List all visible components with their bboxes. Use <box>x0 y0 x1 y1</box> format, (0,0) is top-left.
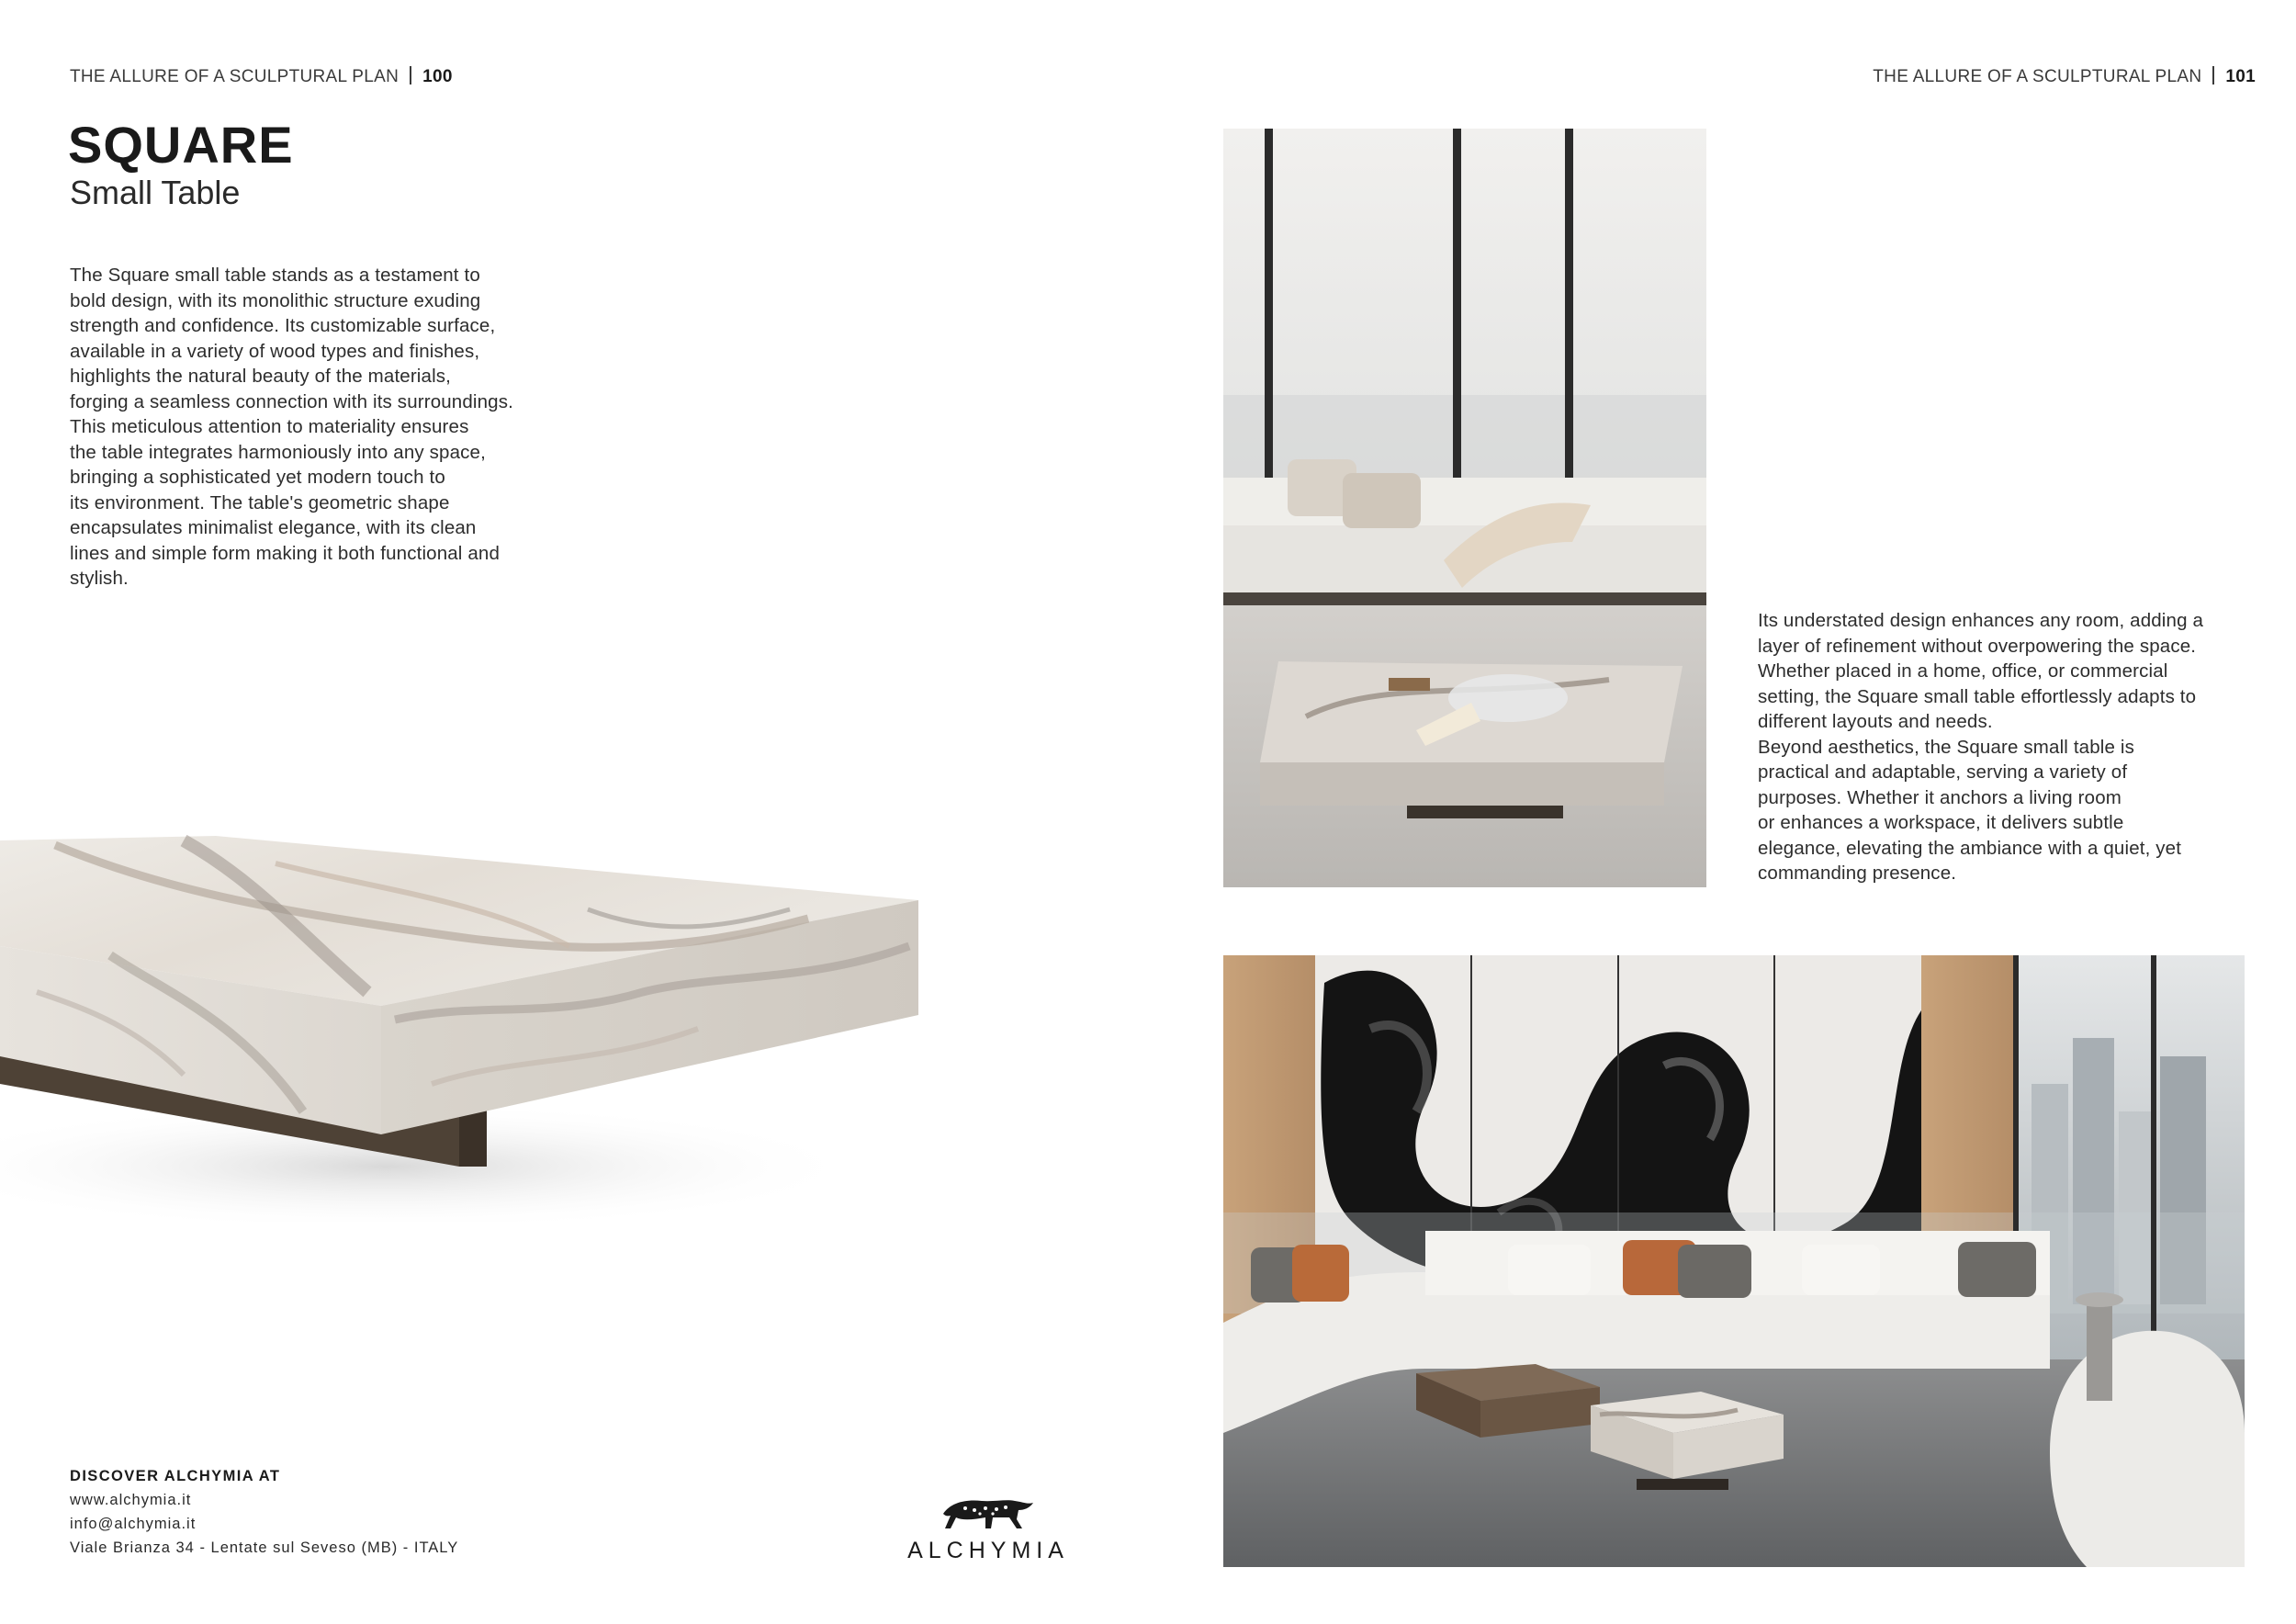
divider <box>410 66 411 85</box>
page-number: 100 <box>422 67 453 86</box>
product-title: SQUARE <box>68 116 294 174</box>
product-subtitle: Small Table <box>70 174 241 211</box>
room-photo-sofa <box>1223 129 1706 887</box>
section-title: THE ALLURE OF A SCULPTURAL PLAN <box>70 67 400 86</box>
page-number: 101 <box>2225 67 2256 86</box>
living-room-photo <box>1223 955 2245 1567</box>
divider <box>2212 66 2214 85</box>
footer-contact <box>70 1464 458 1560</box>
side-paragraph: Its understated design enhances any room, adding a layer of refinement without overpowering the space. Whether placed in a home, office, or commercial setting, the Square small table effortlessly adapts to different layouts and needs. Beyond aesthetics, the Square small table is practical and adaptable, serving a variety of purposes. Whether it anchors a living room or enhances a workspace, it delivers subtle elegance, elevating the ambiance with a quiet, yet commanding presence. <box>1758 610 2204 884</box>
running-head-left <box>70 66 453 87</box>
product-photo-table <box>0 808 918 1222</box>
address: Viale Brianza 34 - Lentate sul Seveso (MB) - ITALY <box>70 1539 459 1556</box>
intro-paragraph: The Square small table stands as a testament to bold design, with its monolithic structure exuding strength and confidence. Its customizable surface, available in a variety of wood types and finishes, highlights the natural beauty of the materials, forging a seamless connection with its surroundings. This meticulous attention to materiality ensures the table integrates harmoniously into any space, bringing a sophisticated yet modern touch to its environment. The table's geometric shape encapsulates minimalist elegance, with its clean lines and simple form making it both functional and stylish. <box>70 265 513 589</box>
footer-heading: DISCOVER ALCHYMIA AT <box>70 1468 281 1484</box>
brand-logo <box>887 1492 1089 1564</box>
email-link[interactable]: info@alchymia.it <box>70 1516 197 1532</box>
website-link[interactable]: www.alchymia.it <box>70 1492 192 1508</box>
running-head-right <box>1873 66 2256 87</box>
brand-wordmark: ALCHYMIA <box>907 1538 1069 1563</box>
panther-icon <box>938 1492 1039 1532</box>
section-title: THE ALLURE OF A SCULPTURAL PLAN <box>1873 67 2202 86</box>
